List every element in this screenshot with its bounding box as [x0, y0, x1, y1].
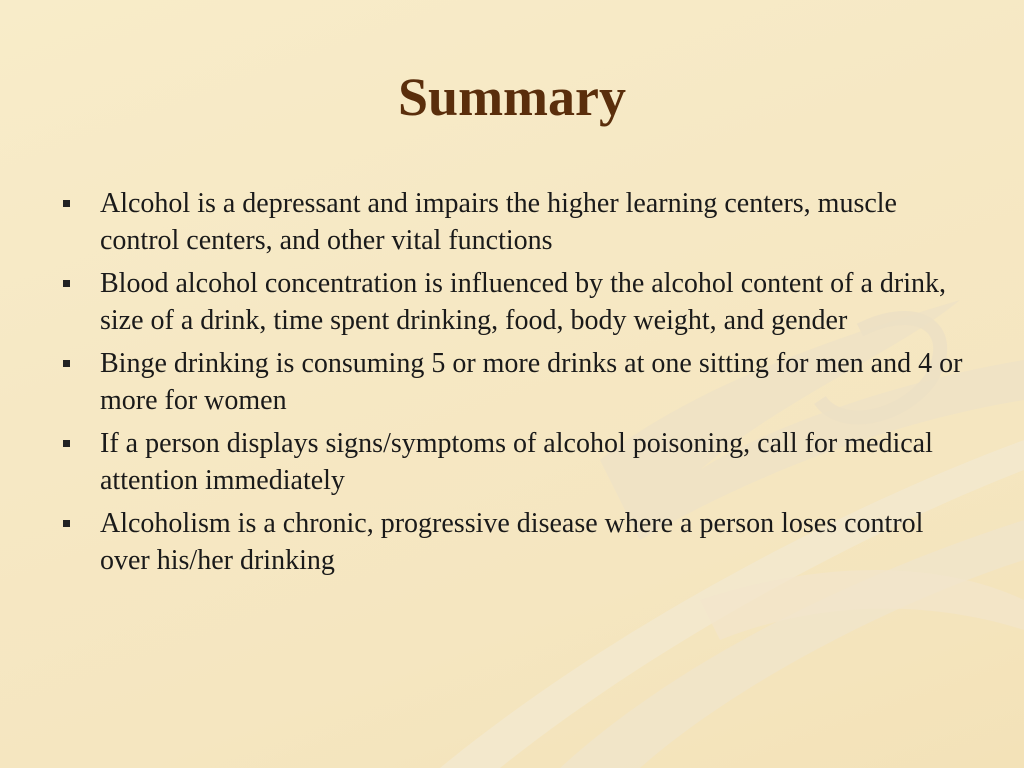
square-bullet-icon	[63, 280, 70, 287]
bullet-item	[60, 506, 980, 579]
square-bullet-icon	[63, 200, 70, 207]
bullet-text: Binge drinking is consuming 5 or more drinks at one sitting for men and 4 or more for women	[100, 348, 963, 416]
bullet-text: Alcohol is a depressant and impairs the higher learning centers, muscle control centers, and other vital functions	[100, 188, 897, 256]
bullet-list	[60, 186, 980, 586]
bullet-text: If a person displays signs/symptoms of alcohol poisoning, call for medical attention immediately	[100, 428, 933, 496]
bullet-item	[60, 186, 980, 259]
square-bullet-icon	[63, 520, 70, 527]
bullet-item	[60, 426, 980, 499]
slide-title: Summary	[398, 67, 626, 127]
bullet-item	[60, 266, 980, 339]
bullet-item	[60, 346, 980, 419]
bullet-text: Alcoholism is a chronic, progressive disease where a person loses control over his/her drinking	[100, 508, 924, 576]
bullet-text: Blood alcohol concentration is influenced by the alcohol content of a drink, size of a drink, time spent drinking, food, body weight, and gender	[100, 268, 946, 336]
square-bullet-icon	[63, 360, 70, 367]
square-bullet-icon	[63, 440, 70, 447]
